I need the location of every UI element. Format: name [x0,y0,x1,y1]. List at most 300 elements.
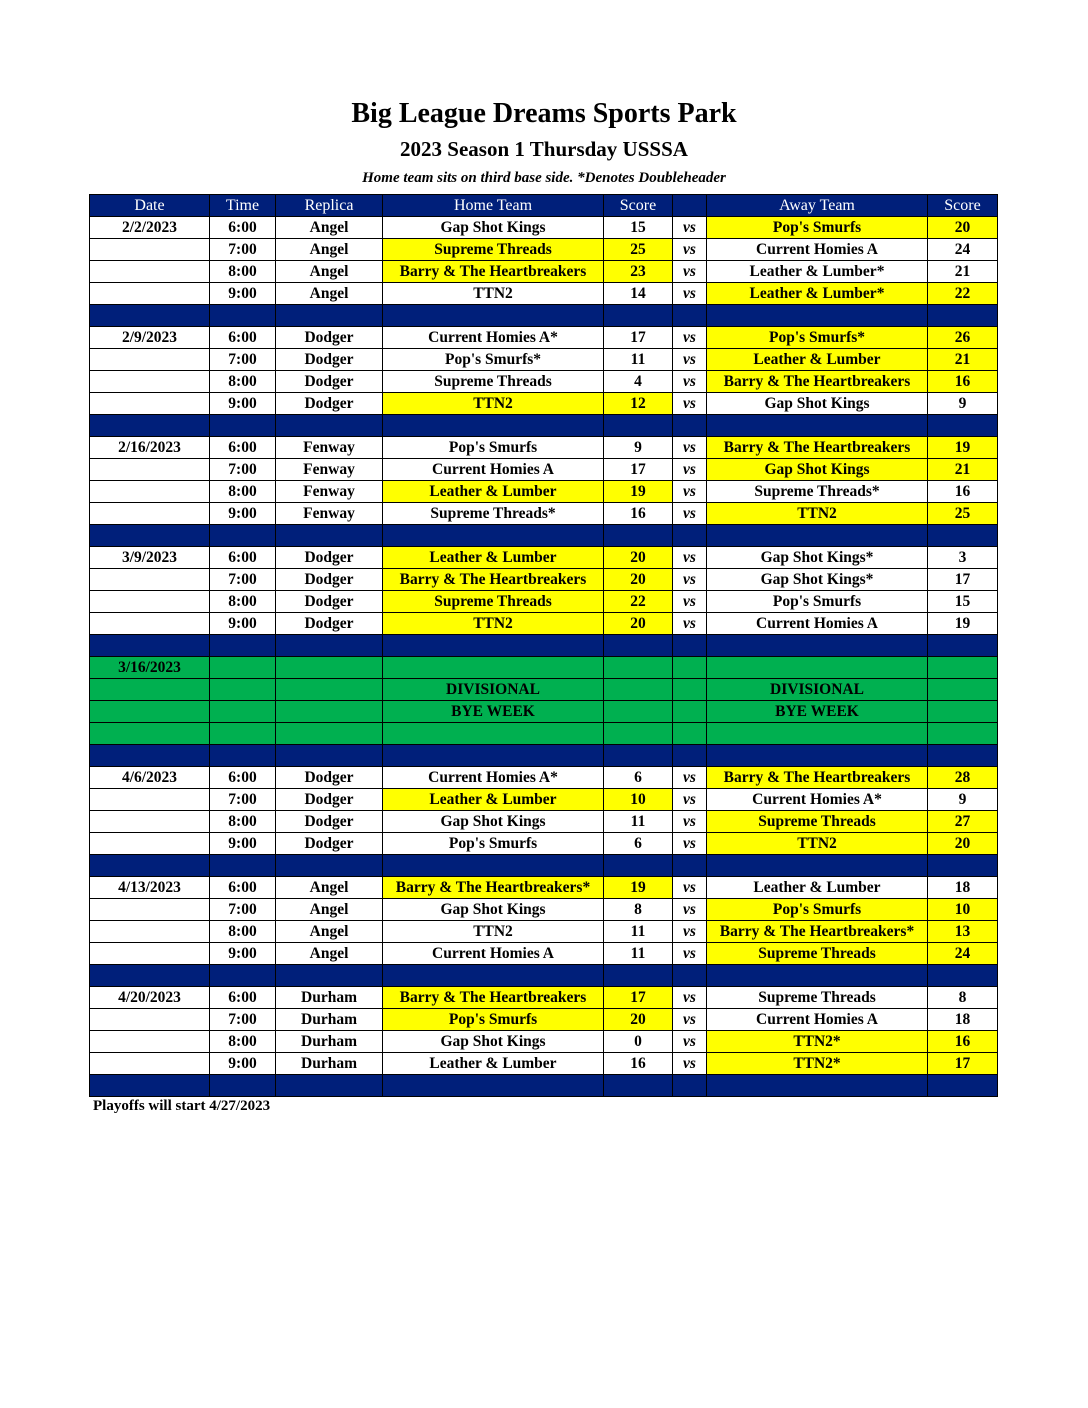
bye-label: BYE WEEK [383,701,604,723]
away-team-cell: Leather & Lumber* [707,261,928,283]
time-cell: 6:00 [210,547,276,569]
game-row [90,371,998,393]
game-row [90,613,998,635]
time-cell: 8:00 [210,371,276,393]
date-cell [90,591,210,613]
away-team-cell: Barry & The Heartbreakers* [707,921,928,943]
vs-cell: vs [673,987,707,1009]
separator-cell [90,415,210,437]
score-cell [928,679,998,701]
replica-cell: Durham [276,1053,383,1075]
away-team-cell: Pop's Smurfs [707,591,928,613]
away-team-cell: Supreme Threads [707,943,928,965]
home-score-cell: 14 [604,283,673,305]
col-vs [673,195,707,217]
bye-label [383,657,604,679]
separator-cell [707,965,928,987]
home-score-cell: 19 [604,877,673,899]
score-cell [604,679,673,701]
separator-row [90,635,998,657]
score-cell [928,723,998,745]
away-team-cell: Current Homies A [707,613,928,635]
replica-cell: Angel [276,261,383,283]
home-team-cell: Supreme Threads [383,239,604,261]
separator-cell [276,855,383,877]
time-cell: 7:00 [210,569,276,591]
vs-cell: vs [673,239,707,261]
replica-cell [276,657,383,679]
home-score-cell: 20 [604,1009,673,1031]
replica-cell: Dodger [276,811,383,833]
separator-cell [928,415,998,437]
date-cell: 3/9/2023 [90,547,210,569]
separator-cell [276,965,383,987]
separator-cell [673,305,707,327]
separator-cell [604,525,673,547]
page-title: Big League Dreams Sports Park [351,98,737,129]
game-row [90,459,998,481]
separator-cell [276,525,383,547]
date-cell: 2/16/2023 [90,437,210,459]
replica-cell: Dodger [276,393,383,415]
replica-cell: Angel [276,283,383,305]
away-team-cell: Supreme Threads [707,987,928,1009]
date-cell [90,459,210,481]
date-cell: 4/20/2023 [90,987,210,1009]
time-cell: 6:00 [210,877,276,899]
time-cell: 7:00 [210,899,276,921]
separator-cell [276,305,383,327]
away-score-cell: 10 [928,899,998,921]
home-team-cell: TTN2 [383,393,604,415]
bye-row [90,657,998,679]
time-cell [210,657,276,679]
game-row [90,503,998,525]
home-team-cell: Leather & Lumber [383,1053,604,1075]
date-cell [90,1053,210,1075]
vs-cell [673,701,707,723]
home-team-cell: Current Homies A [383,943,604,965]
date-cell [90,1009,210,1031]
away-score-cell: 17 [928,569,998,591]
away-score-cell: 17 [928,1053,998,1075]
separator-cell [928,745,998,767]
bye-label [383,723,604,745]
time-cell: 7:00 [210,459,276,481]
score-cell [928,701,998,723]
separator-cell [673,965,707,987]
col-away-team: Away Team [707,195,928,217]
home-score-cell: 6 [604,833,673,855]
vs-cell: vs [673,613,707,635]
time-cell: 8:00 [210,811,276,833]
away-team-cell: Gap Shot Kings* [707,547,928,569]
separator-cell [673,635,707,657]
home-team-cell: Barry & The Heartbreakers [383,569,604,591]
date-cell [90,723,210,745]
away-team-cell: Pop's Smurfs [707,899,928,921]
separator-cell [604,305,673,327]
vs-cell: vs [673,481,707,503]
game-row [90,239,998,261]
schedule-table [89,194,998,1097]
away-team-cell: TTN2* [707,1053,928,1075]
separator-cell [707,745,928,767]
home-team-cell: Leather & Lumber [383,547,604,569]
vs-cell: vs [673,811,707,833]
date-cell [90,393,210,415]
time-cell [210,679,276,701]
game-row [90,767,998,789]
away-team-cell: Barry & The Heartbreakers [707,437,928,459]
vs-cell: vs [673,943,707,965]
separator-cell [276,635,383,657]
separator-cell [210,635,276,657]
replica-cell: Fenway [276,459,383,481]
time-cell: 8:00 [210,921,276,943]
home-score-cell: 11 [604,921,673,943]
separator-cell [90,965,210,987]
home-team-cell: Current Homies A* [383,327,604,349]
time-cell: 7:00 [210,239,276,261]
home-team-cell: Current Homies A [383,459,604,481]
away-team-cell: Gap Shot Kings* [707,569,928,591]
separator-cell [210,525,276,547]
page-subtitle: 2023 Season 1 Thursday USSSA [400,137,688,161]
home-score-cell: 22 [604,591,673,613]
vs-cell: vs [673,1031,707,1053]
vs-cell: vs [673,327,707,349]
replica-cell: Angel [276,921,383,943]
game-row [90,877,998,899]
game-row [90,481,998,503]
game-row [90,569,998,591]
vs-cell: vs [673,459,707,481]
separator-row [90,855,998,877]
home-score-cell: 4 [604,371,673,393]
home-score-cell: 20 [604,547,673,569]
replica-cell: Durham [276,1031,383,1053]
home-team-cell: TTN2 [383,921,604,943]
date-cell: 3/16/2023 [90,657,210,679]
away-score-cell: 24 [928,239,998,261]
separator-cell [90,635,210,657]
bye-row [90,701,998,723]
home-team-cell: Gap Shot Kings [383,1031,604,1053]
time-cell: 8:00 [210,261,276,283]
date-cell [90,569,210,591]
game-row [90,393,998,415]
separator-row [90,745,998,767]
away-score-cell: 24 [928,943,998,965]
home-score-cell: 16 [604,503,673,525]
vs-cell: vs [673,1053,707,1075]
bye-row [90,679,998,701]
date-cell [90,481,210,503]
replica-cell [276,723,383,745]
home-team-cell: TTN2 [383,613,604,635]
away-score-cell: 27 [928,811,998,833]
vs-cell: vs [673,767,707,789]
home-team-cell: Barry & The Heartbreakers* [383,877,604,899]
separator-cell [928,855,998,877]
separator-row [90,965,998,987]
away-team-cell: TTN2 [707,833,928,855]
bye-label [707,657,928,679]
home-score-cell: 0 [604,1031,673,1053]
separator-cell [210,965,276,987]
score-cell [928,657,998,679]
bye-row [90,723,998,745]
time-cell: 8:00 [210,1031,276,1053]
away-score-cell: 16 [928,1031,998,1053]
away-score-cell: 13 [928,921,998,943]
replica-cell: Durham [276,1009,383,1031]
separator-cell [707,525,928,547]
separator-cell [928,965,998,987]
home-team-cell: Barry & The Heartbreakers [383,261,604,283]
separator-cell [707,415,928,437]
separator-cell [383,525,604,547]
vs-cell: vs [673,877,707,899]
date-cell [90,283,210,305]
away-team-cell: Supreme Threads [707,811,928,833]
separator-cell [604,855,673,877]
playoffs-note: Playoffs will start 4/27/2023 [93,1098,271,1114]
game-row [90,1009,998,1031]
away-team-cell: TTN2 [707,503,928,525]
separator-cell [673,745,707,767]
home-score-cell: 11 [604,811,673,833]
col-time: Time [210,195,276,217]
vs-cell: vs [673,503,707,525]
replica-cell [276,679,383,701]
time-cell: 6:00 [210,767,276,789]
date-cell [90,613,210,635]
col-away-score: Score [928,195,998,217]
separator-cell [90,525,210,547]
date-cell: 4/6/2023 [90,767,210,789]
away-score-cell: 8 [928,987,998,1009]
separator-cell [383,745,604,767]
replica-cell: Dodger [276,613,383,635]
game-row [90,921,998,943]
home-score-cell: 19 [604,481,673,503]
date-cell: 4/13/2023 [90,877,210,899]
vs-cell: vs [673,437,707,459]
date-cell [90,239,210,261]
game-row [90,591,998,613]
away-score-cell: 28 [928,767,998,789]
separator-row [90,525,998,547]
separator-cell [383,855,604,877]
game-row [90,899,998,921]
col-home-score: Score [604,195,673,217]
away-score-cell: 18 [928,877,998,899]
vs-cell: vs [673,547,707,569]
separator-cell [90,745,210,767]
game-row [90,349,998,371]
time-cell: 9:00 [210,833,276,855]
vs-cell: vs [673,283,707,305]
date-cell: 2/9/2023 [90,327,210,349]
away-score-cell: 20 [928,833,998,855]
vs-cell: vs [673,789,707,811]
home-team-cell: Gap Shot Kings [383,899,604,921]
separator-cell [707,855,928,877]
vs-cell: vs [673,1009,707,1031]
replica-cell: Dodger [276,547,383,569]
vs-cell: vs [673,921,707,943]
game-row [90,811,998,833]
game-row [90,547,998,569]
replica-cell: Angel [276,899,383,921]
home-score-cell: 11 [604,349,673,371]
away-team-cell: Gap Shot Kings [707,393,928,415]
separator-cell [604,1075,673,1097]
away-score-cell: 9 [928,789,998,811]
header-row [90,195,998,217]
home-team-cell: Supreme Threads [383,591,604,613]
vs-cell [673,679,707,701]
game-row [90,987,998,1009]
home-team-cell: Supreme Threads [383,371,604,393]
date-cell [90,701,210,723]
away-team-cell: Leather & Lumber [707,877,928,899]
home-score-cell: 25 [604,239,673,261]
time-cell: 9:00 [210,613,276,635]
time-cell: 9:00 [210,943,276,965]
separator-cell [276,1075,383,1097]
score-cell [604,723,673,745]
separator-cell [604,745,673,767]
date-cell [90,833,210,855]
separator-row [90,415,998,437]
home-score-cell: 20 [604,569,673,591]
time-cell: 6:00 [210,437,276,459]
away-score-cell: 15 [928,591,998,613]
separator-row [90,1075,998,1097]
separator-cell [90,305,210,327]
bye-label: DIVISIONAL [707,679,928,701]
time-cell: 9:00 [210,283,276,305]
game-row [90,789,998,811]
away-score-cell: 21 [928,261,998,283]
score-cell [604,657,673,679]
home-team-cell: Barry & The Heartbreakers [383,987,604,1009]
separator-cell [707,305,928,327]
separator-cell [383,965,604,987]
vs-cell [673,723,707,745]
replica-cell: Fenway [276,437,383,459]
home-team-cell: Pop's Smurfs [383,1009,604,1031]
game-row [90,437,998,459]
home-score-cell: 8 [604,899,673,921]
time-cell: 8:00 [210,481,276,503]
separator-cell [210,1075,276,1097]
date-cell [90,261,210,283]
home-score-cell: 15 [604,217,673,239]
col-date: Date [90,195,210,217]
game-row [90,327,998,349]
vs-cell: vs [673,833,707,855]
time-cell: 6:00 [210,987,276,1009]
home-team-cell: Current Homies A* [383,767,604,789]
vs-cell: vs [673,569,707,591]
date-cell [90,921,210,943]
separator-cell [210,305,276,327]
separator-cell [673,525,707,547]
schedule-body [90,217,998,1097]
separator-cell [383,415,604,437]
col-replica: Replica [276,195,383,217]
home-team-cell: TTN2 [383,283,604,305]
replica-cell: Dodger [276,349,383,371]
separator-cell [707,1075,928,1097]
separator-cell [90,1075,210,1097]
home-team-cell: Pop's Smurfs* [383,349,604,371]
away-score-cell: 18 [928,1009,998,1031]
time-cell: 6:00 [210,217,276,239]
away-team-cell: Current Homies A [707,1009,928,1031]
vs-cell: vs [673,393,707,415]
time-cell: 9:00 [210,503,276,525]
time-cell: 7:00 [210,1009,276,1031]
replica-cell: Dodger [276,789,383,811]
date-cell [90,371,210,393]
time-cell: 7:00 [210,789,276,811]
away-team-cell: Pop's Smurfs* [707,327,928,349]
game-row [90,833,998,855]
separator-cell [604,965,673,987]
separator-row [90,305,998,327]
game-row [90,943,998,965]
time-cell [210,701,276,723]
date-cell [90,503,210,525]
separator-cell [707,635,928,657]
separator-cell [928,1075,998,1097]
date-cell [90,811,210,833]
away-score-cell: 16 [928,481,998,503]
home-team-cell: Pop's Smurfs [383,833,604,855]
replica-cell: Fenway [276,481,383,503]
replica-cell: Dodger [276,371,383,393]
vs-cell: vs [673,371,707,393]
home-score-cell: 12 [604,393,673,415]
home-score-cell: 17 [604,327,673,349]
vs-cell [673,657,707,679]
away-team-cell: TTN2* [707,1031,928,1053]
home-score-cell: 16 [604,1053,673,1075]
separator-cell [210,745,276,767]
home-team-cell: Gap Shot Kings [383,217,604,239]
home-score-cell: 6 [604,767,673,789]
home-team-cell: Leather & Lumber [383,481,604,503]
home-score-cell: 23 [604,261,673,283]
away-score-cell: 21 [928,349,998,371]
time-cell [210,723,276,745]
time-cell: 7:00 [210,349,276,371]
bye-label: BYE WEEK [707,701,928,723]
vs-cell: vs [673,217,707,239]
date-cell [90,899,210,921]
separator-cell [673,415,707,437]
away-score-cell: 20 [928,217,998,239]
away-team-cell: Barry & The Heartbreakers [707,767,928,789]
replica-cell: Dodger [276,833,383,855]
vs-cell: vs [673,899,707,921]
date-cell [90,789,210,811]
